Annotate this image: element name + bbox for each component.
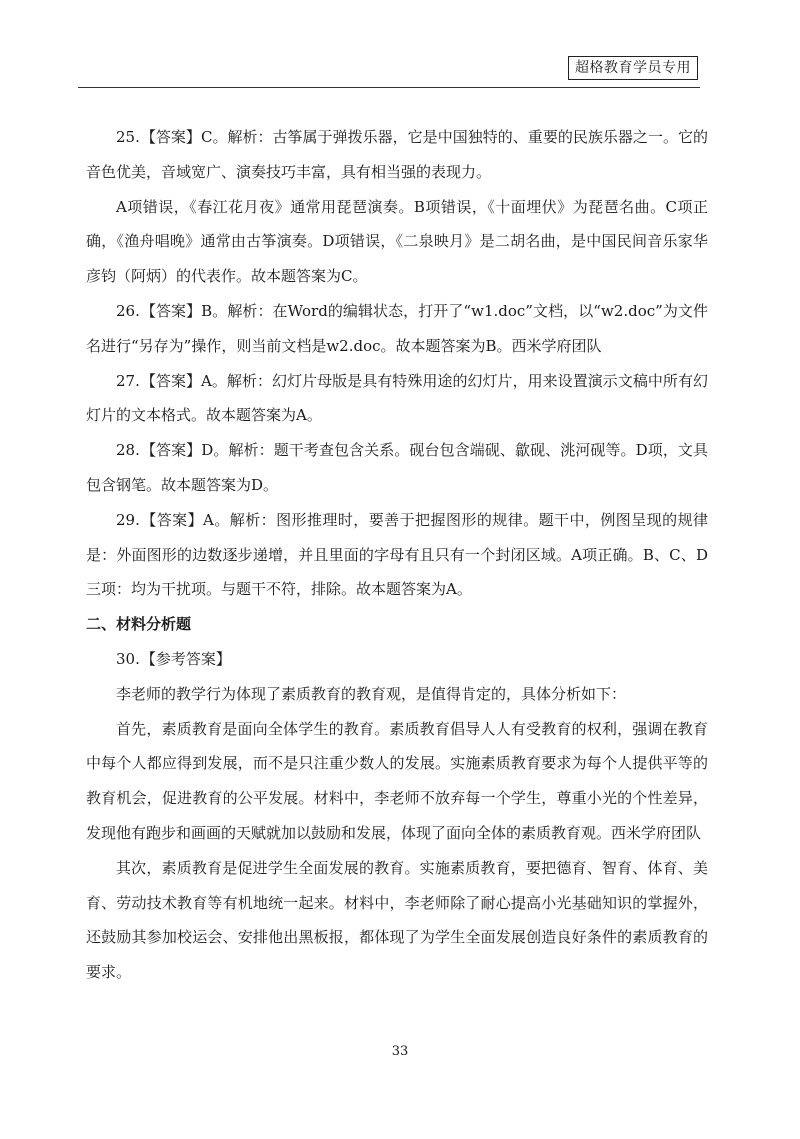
header-rule [78, 87, 700, 88]
answer-text: 【答案】B。解析：在Word的编辑状态，打开了“w1.doc”文档，以“w2.doc”为文件名进行“另存为”操作，则当前文档是w2.doc。故本题答案为B。西米学府团队 [86, 301, 708, 355]
answer-28 [86, 433, 708, 503]
analysis-point-2: 其次，素质教育是促进学生全面发展的教育。实施素质教育，要把德育、智育、体育、美育、劳动技术教育等有机地统一起来。材料中，李老师除了耐心提高小光基础知识的掌握外，还鼓励其参加校运会、安排他出黑板报，都体现了为学生全面发展创造良好条件的素质教育的要求。 [86, 858, 708, 982]
answer-text: 【参考答案】 [140, 649, 231, 668]
answer-text: 【答案】C。解析：古筝属于弹拨乐器，它是中国独特的、重要的民族乐器之一。它的音色优美，音域宽广、演奏技巧丰富，具有相当强的表现力。 [86, 128, 708, 181]
page-content [86, 120, 708, 990]
analysis-point-1: 首先，素质教育是面向全体学生的教育。素质教育倡导人人有受教育的权利，强调在教育中每个人都应得到发展，而不是只注重少数人的发展。实施素质教育要求为每个人提供平等的教育机会，促进教育的公平发展。材料中，李老师不放弃每一个学生，尊重小光的个性差异，发现他有跑步和画画的天赋就加以鼓励和发展，体现了面向全体的素质教育观。西米学府团队 [86, 719, 708, 842]
question-number: 26. [116, 301, 140, 320]
question-number: 27. [116, 371, 140, 390]
question-number: 29. [116, 510, 140, 529]
question-number: 30. [116, 649, 140, 668]
answer-27 [86, 364, 708, 434]
answer-30 [86, 642, 708, 677]
question-number: 25. [116, 128, 140, 146]
answer-text: 【答案】A。解析：图形推理时，要善于把握图形的规律。题干中，例图呈现的规律是：外面图形的边数逐步递增，并且里面的字母有且只有一个封闭区域。A项正确。B、C、D三项：均为干扰项。与题干不符，排除。故本题答案为A。 [86, 510, 708, 599]
answer-text: 【答案】A。解析：幻灯片母版是具有特殊用途的幻灯片，用来设置演示文稿中所有幻灯片的文本格式。故本题答案为A。 [86, 371, 708, 425]
answer-25-detail: A项错误，《春江花月夜》通常用琵琶演奏。B项错误，《十面埋伏》为琵琶名曲。C项正确，《渔舟唱晚》通常由古筝演奏。D项错误，《二泉映月》是二胡名曲，是中国民间音乐家华彦钧（阿炳）的代表作。故本题答案为C。 [86, 197, 708, 286]
header-stamp: 超格教育学员专用 [568, 56, 698, 80]
answer-text: 【答案】D。解析：题干考查包含关系。砚台包含端砚、歙砚、洮河砚等。D项，文具包含钢笔。故本题答案为D。 [86, 441, 708, 494]
page-number: 33 [391, 1044, 409, 1059]
analysis-intro: 李老师的教学行为体现了素质教育的教育观，是值得肯定的，具体分析如下： [116, 684, 627, 703]
answer-25 [86, 120, 708, 190]
answer-29 [86, 503, 708, 607]
question-number: 28. [116, 441, 140, 460]
section-heading: 二、材料分析题 [86, 615, 192, 634]
answer-26 [86, 294, 708, 364]
